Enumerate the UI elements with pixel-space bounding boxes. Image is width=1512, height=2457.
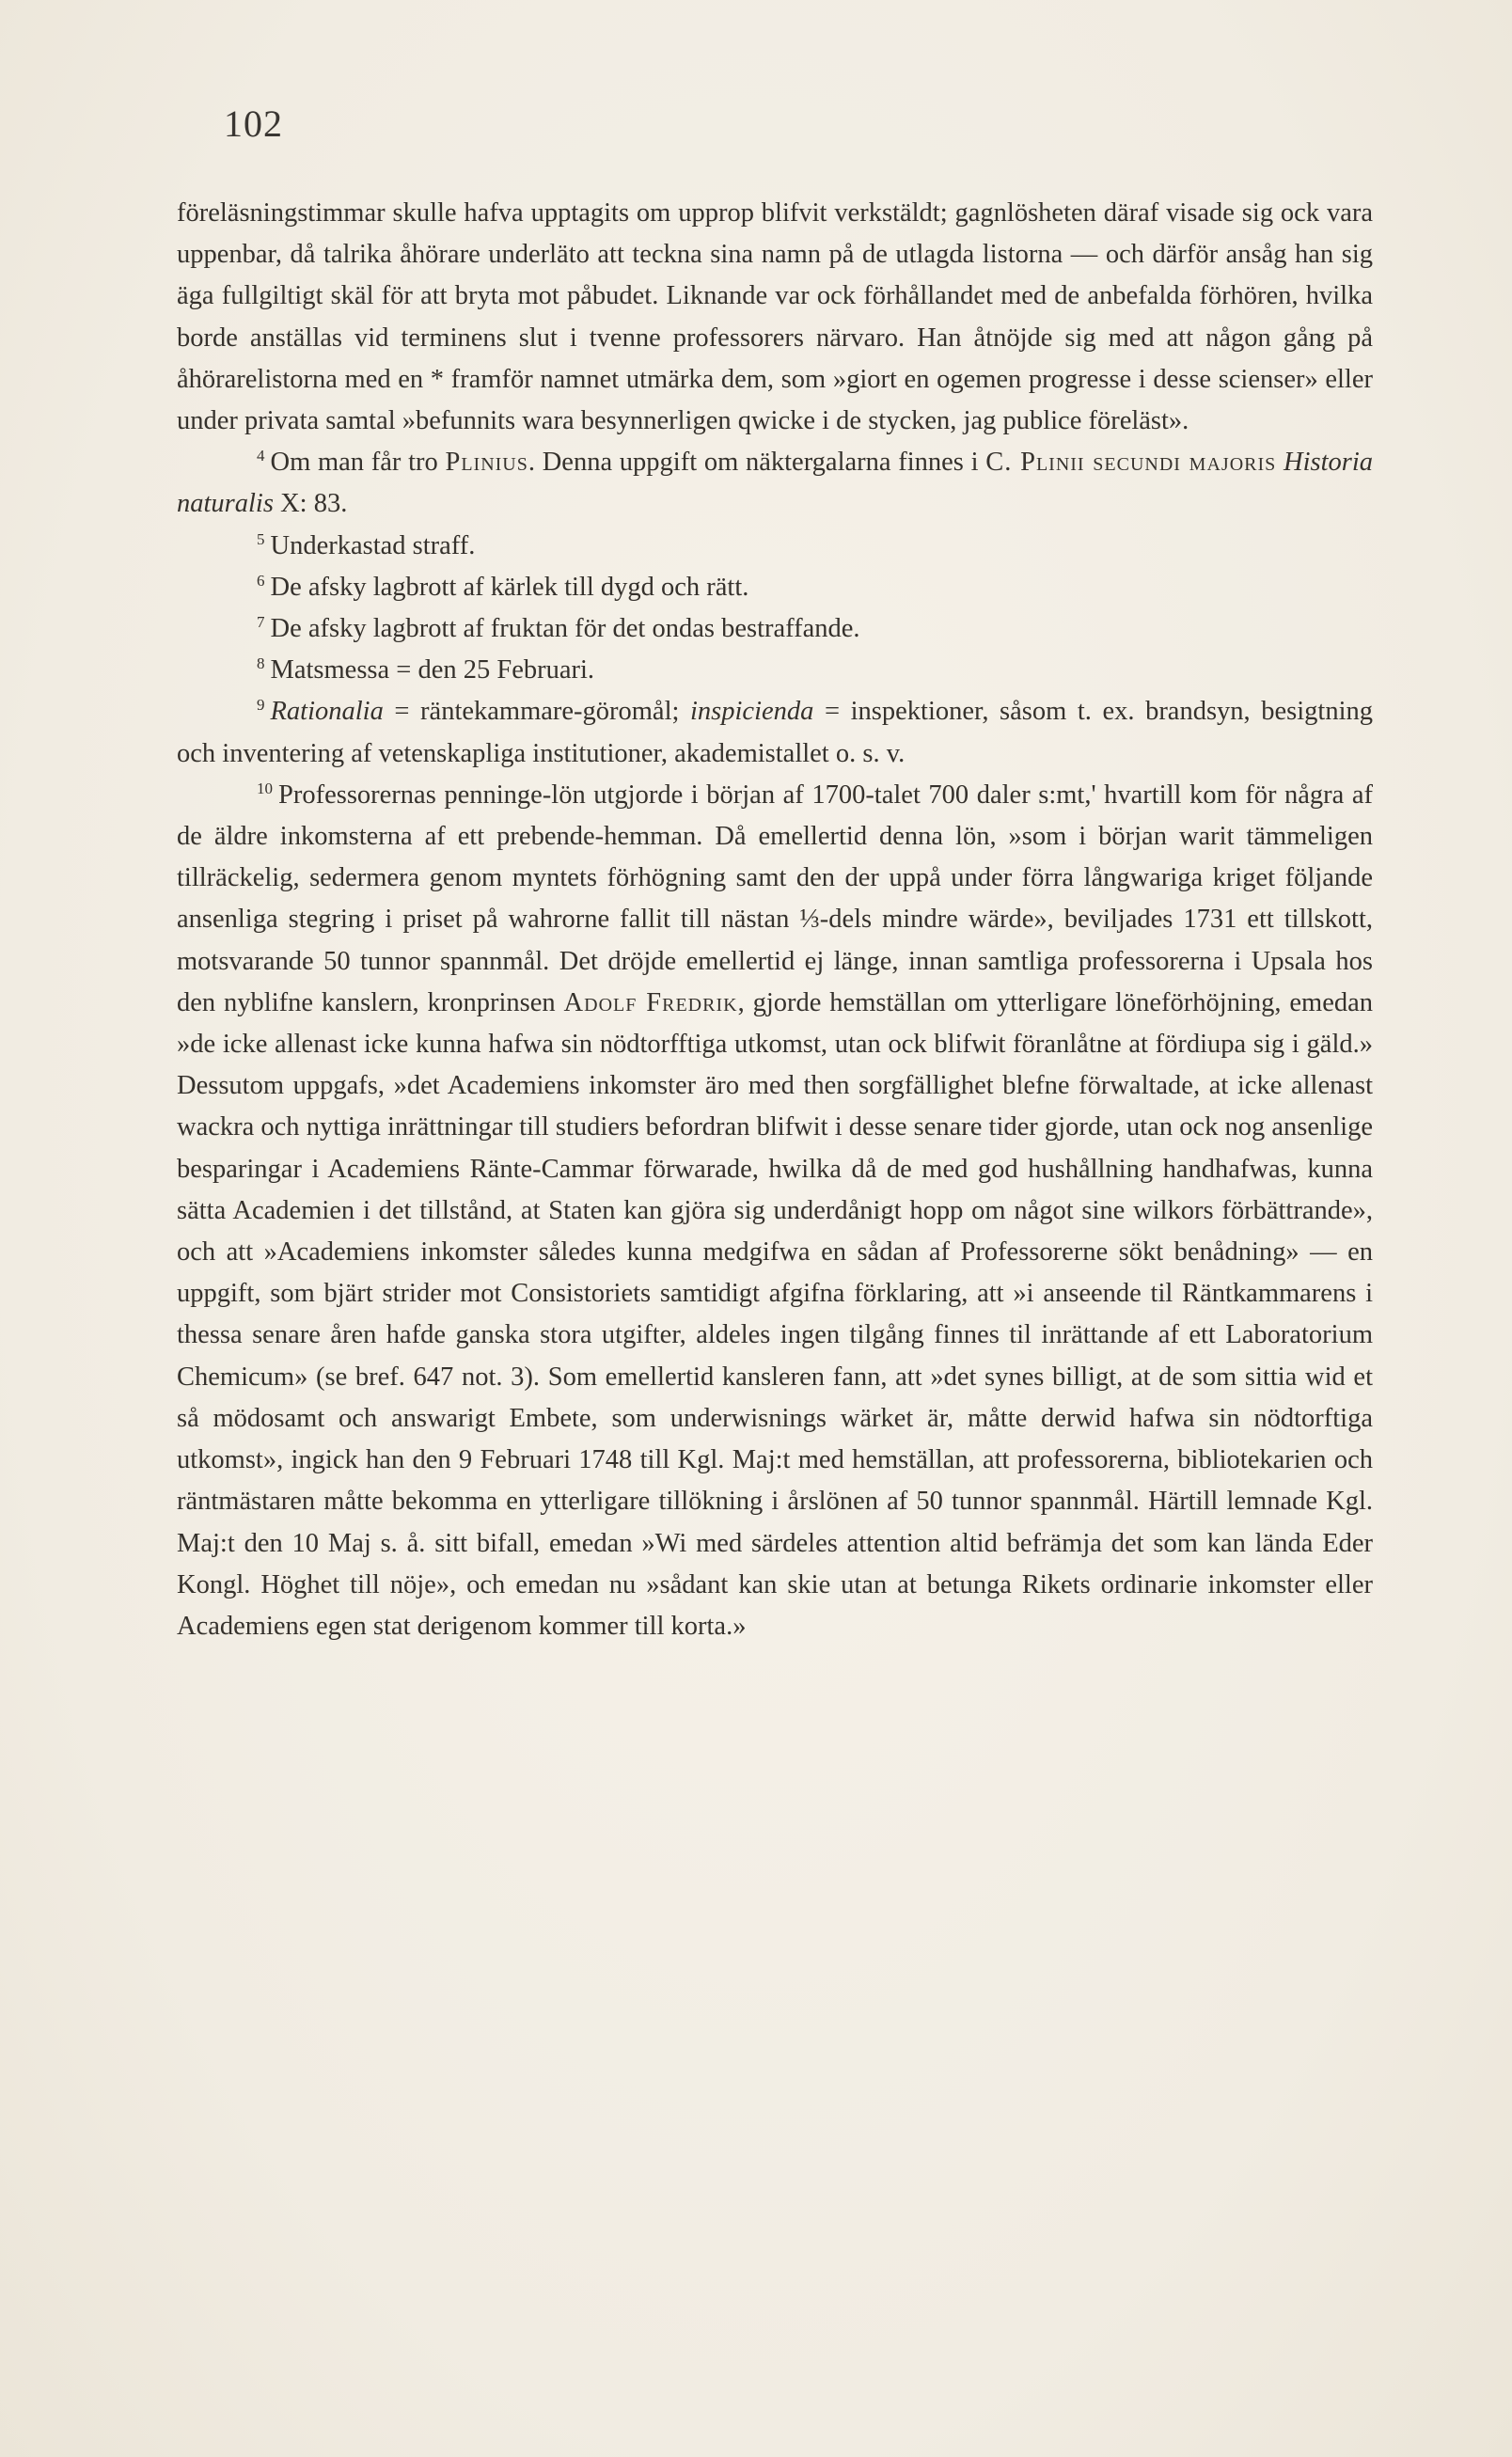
- text-segment: Plinius: [445, 448, 528, 478]
- text-segment: Historia naturalis: [177, 448, 1374, 519]
- text-segment: Adolf Fredrik: [563, 987, 738, 1017]
- text-segment: , gjorde hemställan om ytterligare löneförhöjning, emedan »de icke allenast icke kunna hafwa sin nödtorfftiga utkomst, utan ock blifwit föranlåtne at fördiupa sig i gäld.» Dessutom uppgafs, »det Academiens inkomster äro med then sorgfällighet blefne förwaltade, at icke allenast wackra och nyttiga inrättningar till studiers befordran blifwit i desse senare tider gjorde, utan ock nog ansenlige besparingar i Academiens Ränte-Cammar förwarade, hwilka då de med god hushållning handhafwas, kunna sätta Academien i det tillstånd, at Staten kan gjöra sig underdånigt hopp om något sine wilkors förbättrande», och att »Academiens inkomster således kunna medgifwa en sådan af Professorerne sökt benådning» — en uppgift, som bjärt strider mot Consistoriets samtidigt afgifna förklaring, att »i anseende til Räntkammarens i thessa senare åren hafde ganska stora utgifter, aldeles ingen tilgång finnes til inrättande af ett Laboratorium Chemicum» (se bref. 647 not. 3). Som emellertid kansleren fann, att »det synes billigt, at de som sittia wid et så mödosamt och answarigt Embete, som underwisnings wärket är, måtte derwid hafwa sin nödtorftiga utkomst», ingick han den 9 Februari 1748 till Kgl. Maj:t med hemställan, att professorerna, bibliotekarien och räntmästaren måtte bekomma en ytterligare tillökning i årslönen af 50 tunnor spannmål. Härtill lemnade Kgl. Maj:t den 10 Maj s. å. sitt bifall, emedan »Wi med särdeles attention altid befrämja det som kan lända Eder Kongl. Höghet till nöje», och emedan nu »sådant kan skie utan at betunga Rikets ordinarie inkomster eller Academiens egen stat derigenom kommer till korta.»: [177, 987, 1374, 1641]
- text-segment: Underkastad straff.: [270, 530, 476, 560]
- text-segment: Rationalia: [270, 697, 384, 727]
- text-segment: Matsmessa = den 25 Februari.: [270, 655, 595, 685]
- text-segment: . Denna uppgift om näktergalarna finnes i: [528, 448, 986, 478]
- footnote-9: [177, 691, 1373, 774]
- text-segment: X: 83.: [273, 489, 348, 519]
- footnote-number: 5: [257, 529, 265, 548]
- footnote-number: 8: [257, 654, 265, 673]
- text-segment: Professorernas penninge-lön utgjorde i början af 1700-talet 700 daler s:mt,' hvartill kom för några af de äldre inkomsterna af ett prebende-hemman. Då emellertid denna lön, »som i början warit tämmeligen tillräckelig, sedermera genom myntets förhögning samt den der uppå under förra långwariga kriget följande ansenliga stegring i priset på wahrorne fallit till nästan ⅓-dels mindre wärde», beviljades 1731 ett tillskott, motsvarande 50 tunnor spannmål. Det dröjde emellertid ej länge, innan samtliga professorerna i Upsala hos den nyblifne kanslern, kronprinsen: [177, 780, 1373, 1017]
- footnote-4: [177, 442, 1373, 525]
- continuation-paragraph: [177, 193, 1373, 442]
- text-segment: De afsky lagbrott af fruktan för det ondas bestraffande.: [270, 614, 860, 644]
- text-segment: föreläsningstimmar skulle hafva upptagits om upprop blifvit verkstäldt; gagnlösheten däraf visade sig ock vara uppenbar, då talrika åhörare underläto att teckna sina namn på de utlagda listorna — och därför ansåg han sig äga fullgiltigt skäl för att bryta mot påbudet. Liknande var ock förhållandet med de anbefalda förhören, hvilka borde anställas vid terminens slut i tvenne professorers närvaro. Han åtnöjde sig med att någon gång på åhörarelistorna med en * framför namnet utmärka dem, som »giort en ogemen progresse i desse scienser» eller under privata samtal »befunnits wara besynnerligen qwicke i de stycken, jag publice föreläst».: [177, 198, 1373, 436]
- footnote-number: 10: [257, 779, 273, 797]
- footnote-7: [177, 608, 1373, 650]
- text-segment: = inspektioner, såsom t. ex. brandsyn, besigtning och inventering af vetenskapliga institutioner, akademistallet o. s. v.: [177, 697, 1373, 768]
- footnote-number: 4: [257, 447, 265, 465]
- page-number: 102: [224, 102, 283, 145]
- footnote-10: [177, 775, 1373, 1647]
- page-text: [177, 193, 1373, 1647]
- footnote-5: [177, 526, 1373, 567]
- text-segment: [1276, 448, 1284, 477]
- text-segment: inspicienda: [690, 697, 814, 727]
- text-segment: = räntekammare-göromål;: [383, 697, 690, 727]
- footnote-number: 7: [257, 613, 265, 632]
- footnote-number: 9: [257, 696, 265, 715]
- text-segment: C. Plinii secundi majoris: [985, 448, 1277, 478]
- footnote-number: 6: [257, 571, 265, 590]
- text-segment: De afsky lagbrott af kärlek till dygd och rätt.: [270, 572, 749, 602]
- footnote-6: [177, 567, 1373, 608]
- footnote-8: [177, 650, 1373, 691]
- text-segment: Om man får tro: [270, 448, 446, 478]
